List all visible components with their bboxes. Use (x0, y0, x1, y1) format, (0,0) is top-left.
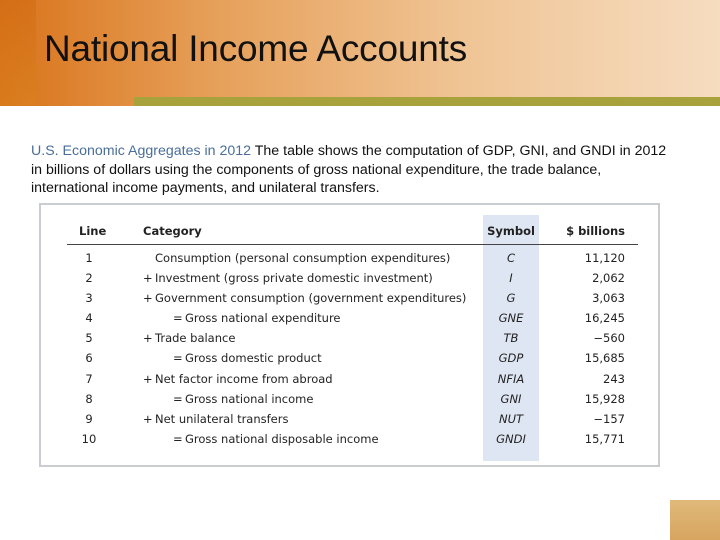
row-value: −560 (593, 331, 625, 346)
row-line-number: 8 (85, 391, 93, 406)
caption-lead: U.S. Economic Aggregates in 2012 (31, 143, 252, 159)
header-rule (67, 244, 638, 245)
header-symbol: Symbol (487, 224, 535, 238)
aggregates-table (39, 203, 660, 467)
row-category (143, 291, 466, 305)
table-row (41, 370, 658, 390)
row-value: 11,120 (584, 251, 625, 265)
header-category: Category (143, 224, 202, 238)
table-row (41, 249, 658, 269)
table-row (41, 309, 658, 329)
row-line-number: 10 (81, 431, 97, 446)
row-symbol: NFIA (497, 371, 525, 386)
row-value: −157 (593, 411, 625, 426)
row-value: 15,928 (584, 391, 625, 406)
table-row (41, 349, 658, 369)
row-operator: + (143, 371, 153, 386)
row-category (143, 392, 313, 406)
row-operator: + (143, 291, 153, 306)
table-row (41, 390, 658, 410)
row-operator: = (173, 311, 183, 326)
table-body (41, 249, 658, 450)
row-category (143, 271, 433, 285)
caption-body: The table shows the computation of GDP, GNI, and GNDI in 2012 in billions of dollars using the components of gross national expenditure, the trade balance, international income payments, and unilateral transfers. (31, 143, 667, 196)
row-symbol: C (506, 251, 516, 265)
row-value: 15,771 (584, 431, 625, 446)
row-line-number: 6 (85, 351, 93, 366)
row-operator: = (173, 351, 183, 366)
row-category (143, 251, 450, 265)
slide-title: National Income Accounts (44, 28, 467, 69)
row-value: 2,062 (592, 271, 625, 286)
row-line-number: 1 (85, 251, 93, 265)
table-row (41, 410, 658, 430)
table-row (41, 269, 658, 289)
row-category-label: Government consumption (government expenditures) (155, 291, 467, 306)
row-category-label: Net unilateral transfers (155, 411, 289, 426)
row-category-label: Consumption (personal consumption expenditures) (155, 251, 451, 265)
row-category (143, 412, 288, 426)
row-value: 15,685 (584, 351, 625, 366)
row-category-label: Investment (gross private domestic investment) (155, 271, 433, 286)
row-category-label: Net factor income from abroad (155, 371, 333, 386)
row-line-number: 4 (85, 311, 93, 326)
corner-accent-block (670, 500, 720, 540)
row-line-number: 7 (85, 371, 93, 386)
row-category-label: Gross domestic product (185, 351, 322, 366)
table-row (41, 329, 658, 349)
header-line: Line (79, 224, 107, 238)
row-line-number: 9 (85, 411, 93, 426)
row-category-label: Gross national expenditure (185, 311, 341, 326)
row-category (143, 372, 333, 386)
row-category (143, 331, 235, 345)
row-category-label: Gross national income (185, 391, 314, 406)
row-value: 243 (603, 371, 625, 386)
row-symbol: GNDI (496, 431, 526, 446)
row-operator: = (173, 391, 183, 406)
row-symbol: I (509, 271, 513, 286)
title-rule-bar (134, 97, 720, 106)
header-value: $ billions (566, 224, 625, 238)
row-value: 3,063 (592, 291, 625, 306)
row-symbol: GNI (500, 391, 522, 406)
table-caption (31, 142, 671, 198)
row-line-number: 2 (85, 271, 93, 286)
row-line-number: 3 (85, 291, 93, 306)
title-accent (0, 0, 36, 106)
row-symbol: NUT (498, 411, 524, 426)
row-symbol: G (506, 291, 516, 306)
table-row (41, 289, 658, 309)
row-operator: + (143, 411, 153, 426)
row-operator: = (173, 431, 183, 446)
row-category-label: Gross national disposable income (185, 431, 379, 446)
row-operator: + (143, 331, 153, 346)
row-category (143, 311, 341, 325)
row-line-number: 5 (85, 331, 93, 346)
row-category (143, 432, 379, 446)
row-category-label: Trade balance (155, 331, 236, 346)
row-symbol: GDP (498, 351, 524, 366)
row-operator: + (143, 271, 153, 286)
row-value: 16,245 (584, 311, 625, 326)
row-symbol: TB (503, 331, 519, 346)
row-category (143, 351, 322, 365)
table-row (41, 430, 658, 450)
row-symbol: GNE (498, 311, 524, 326)
